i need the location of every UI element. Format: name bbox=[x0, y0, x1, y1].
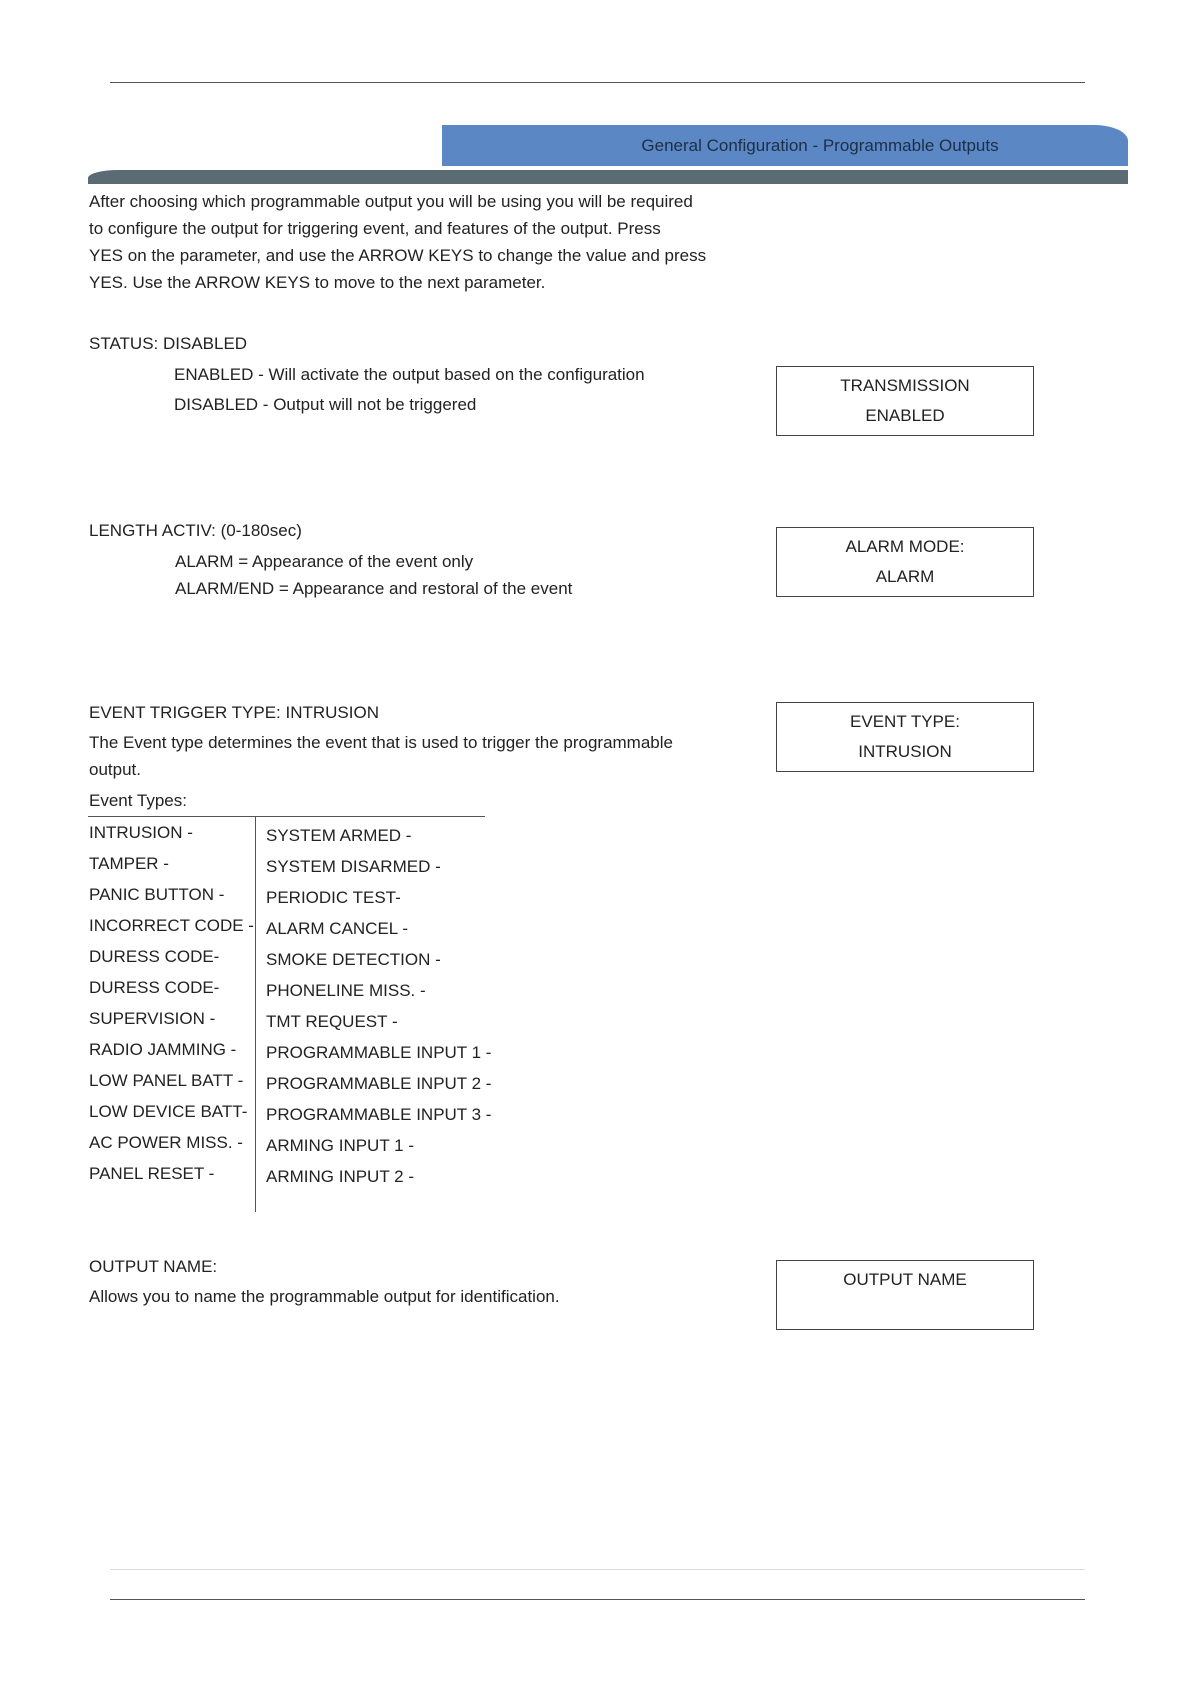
event-type-item: LOW PANEL BATT - bbox=[89, 1071, 244, 1090]
header-bar bbox=[88, 170, 1128, 184]
event-types-right-column bbox=[266, 820, 491, 1192]
intro-line: YES on the parameter, and use the ARROW KEYS to change the value and press bbox=[89, 246, 707, 265]
header-title: General Configuration - Programmable Outputs bbox=[641, 136, 999, 155]
event-type-item: SYSTEM DISARMED - bbox=[266, 857, 441, 876]
length-alarm-end-desc: ALARM/END = Appearance and restoral of the event bbox=[175, 579, 573, 598]
event-type-item: PROGRAMMABLE INPUT 1 - bbox=[266, 1043, 492, 1062]
event-types-label: Event Types: bbox=[89, 791, 187, 810]
event-type-box-line1: EVENT TYPE: bbox=[850, 712, 960, 731]
event-types-table-divider bbox=[255, 816, 256, 1212]
event-type-item: DURESS CODE- bbox=[89, 978, 220, 997]
event-type-item: TAMPER - bbox=[89, 854, 169, 873]
header-tab bbox=[442, 125, 1128, 166]
event-desc-line2: output. bbox=[89, 760, 141, 779]
event-heading: EVENT TRIGGER TYPE: INTRUSION bbox=[89, 703, 379, 722]
output-name-heading: OUTPUT NAME: bbox=[89, 1257, 218, 1276]
event-type-item: PROGRAMMABLE INPUT 2 - bbox=[266, 1074, 492, 1093]
event-type-item: DURESS CODE- bbox=[89, 947, 220, 966]
intro-paragraph bbox=[89, 188, 706, 296]
event-type-item: INTRUSION - bbox=[89, 823, 193, 842]
status-box-line1: TRANSMISSION bbox=[840, 376, 970, 395]
alarm-mode-display-box bbox=[776, 527, 1034, 597]
status-enabled-desc: ENABLED - Will activate the output based on the configuration bbox=[174, 365, 645, 384]
intro-line: to configure the output for triggering event, and features of the output. Press bbox=[89, 219, 661, 238]
event-type-item: SUPERVISION - bbox=[89, 1009, 216, 1028]
status-heading: STATUS: DISABLED bbox=[89, 334, 248, 353]
event-type-item: INCORRECT CODE - bbox=[89, 916, 254, 935]
event-type-item: RADIO JAMMING - bbox=[89, 1040, 237, 1059]
footer-rule bbox=[110, 1599, 1085, 1600]
footer-light-rule bbox=[110, 1569, 1085, 1570]
event-type-item: AC POWER MISS. - bbox=[89, 1133, 243, 1152]
status-display-box bbox=[776, 366, 1034, 436]
output-name-desc: Allows you to name the programmable output for identification. bbox=[89, 1287, 560, 1306]
event-desc-line1: The Event type determines the event that is used to trigger the programmable bbox=[89, 733, 673, 752]
event-type-item: PHONELINE MISS. - bbox=[266, 981, 426, 1000]
event-type-box-line2: INTRUSION bbox=[858, 742, 952, 761]
length-heading: LENGTH ACTIV: (0-180sec) bbox=[89, 521, 302, 540]
event-type-item: SYSTEM ARMED - bbox=[266, 826, 412, 845]
event-type-display-box bbox=[776, 702, 1034, 772]
top-rule bbox=[110, 82, 1085, 83]
output-name-display-box bbox=[776, 1260, 1034, 1330]
intro-line: After choosing which programmable output you will be using you will be required bbox=[89, 192, 693, 211]
event-type-item: ARMING INPUT 1 - bbox=[266, 1136, 414, 1155]
event-types-left-column bbox=[89, 817, 254, 1189]
alarm-mode-box-line2: ALARM bbox=[875, 567, 935, 586]
event-type-item: TMT REQUEST - bbox=[266, 1012, 398, 1031]
event-type-item: PANIC BUTTON - bbox=[89, 885, 225, 904]
event-type-item: LOW DEVICE BATT- bbox=[89, 1102, 248, 1121]
event-type-item: PROGRAMMABLE INPUT 3 - bbox=[266, 1105, 492, 1124]
event-type-item: SMOKE DETECTION - bbox=[266, 950, 441, 969]
status-disabled-desc: DISABLED - Output will not be triggered bbox=[174, 395, 477, 414]
event-type-item: PANEL RESET - bbox=[89, 1164, 215, 1183]
alarm-mode-box-line1: ALARM MODE: bbox=[845, 537, 965, 556]
status-box-line2: ENABLED bbox=[865, 406, 945, 425]
length-alarm-desc: ALARM = Appearance of the event only bbox=[175, 552, 474, 571]
event-type-item: ARMING INPUT 2 - bbox=[266, 1167, 414, 1186]
intro-line: YES. Use the ARROW KEYS to move to the next parameter. bbox=[89, 273, 546, 292]
output-name-box-line1: OUTPUT NAME bbox=[843, 1270, 967, 1289]
event-type-item: ALARM CANCEL - bbox=[266, 919, 409, 938]
event-type-item: PERIODIC TEST- bbox=[266, 888, 401, 907]
